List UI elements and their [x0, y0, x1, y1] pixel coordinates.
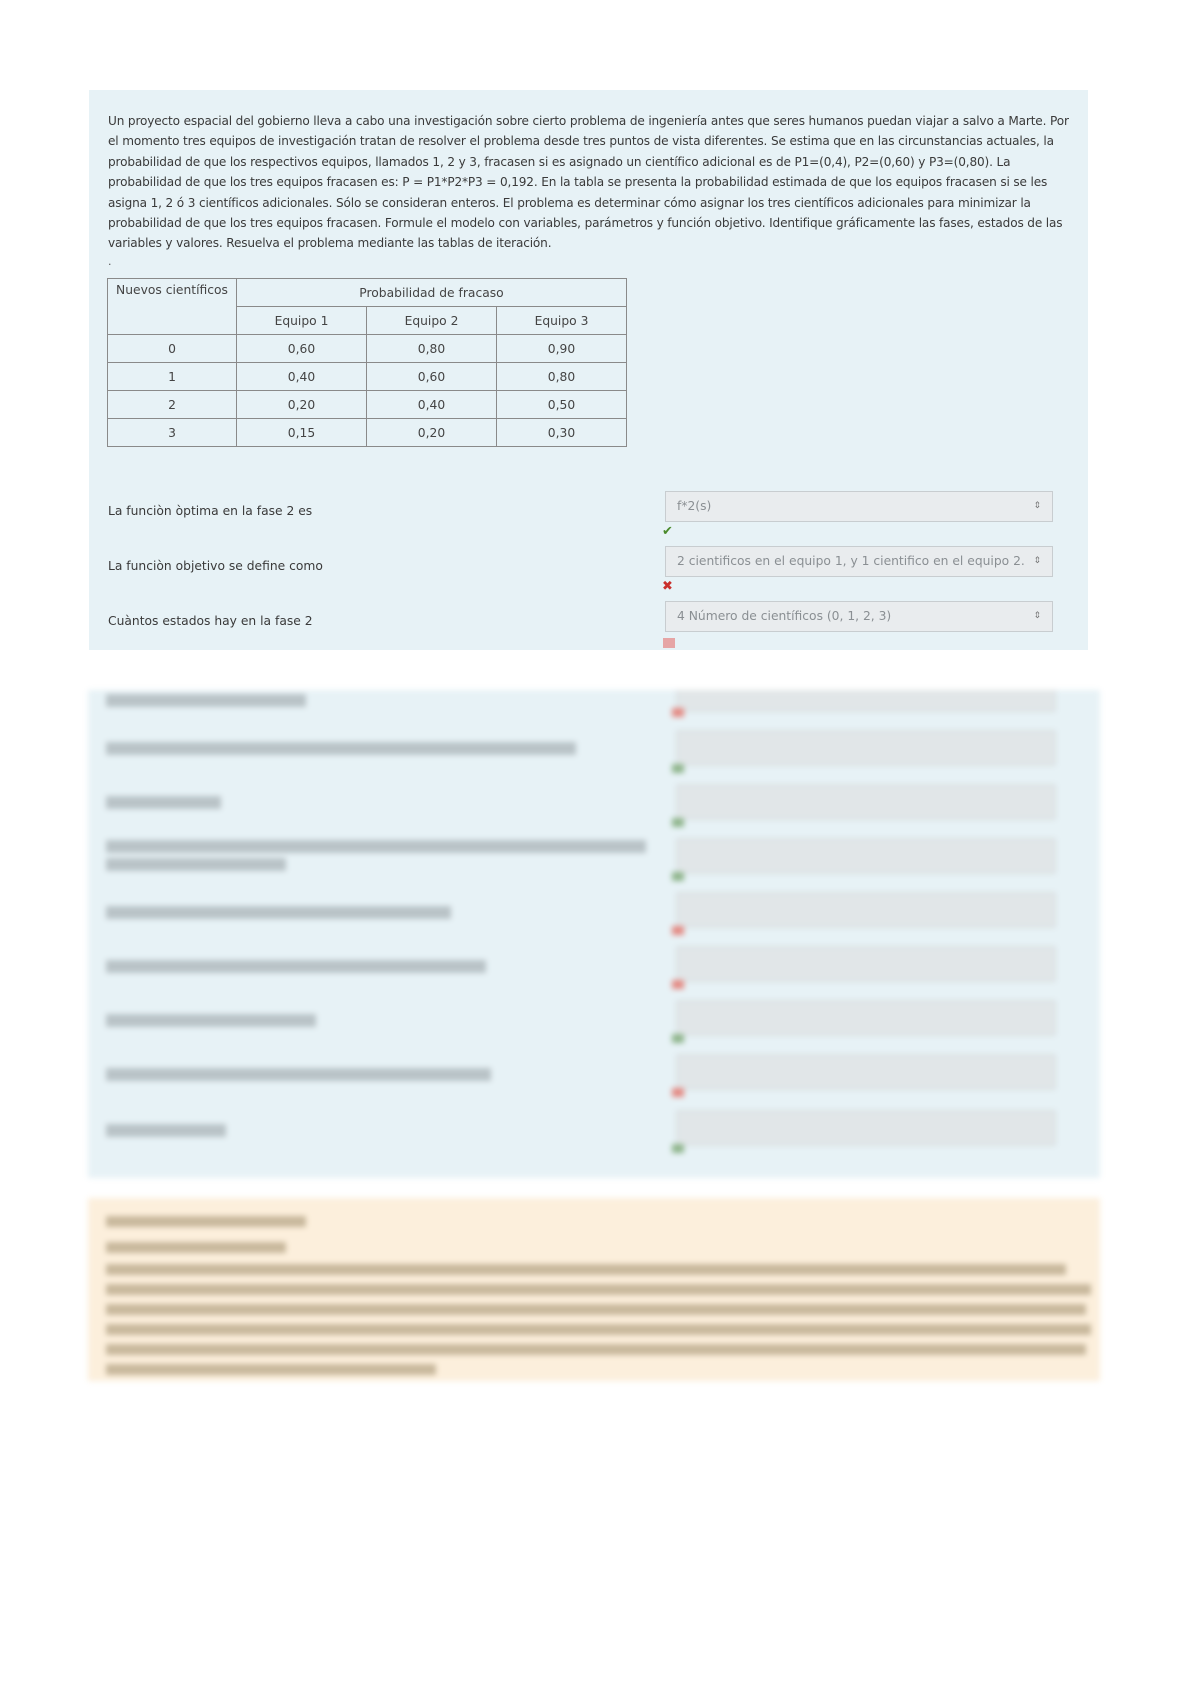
blurred-select — [676, 946, 1056, 982]
cell-value: 0,60 — [367, 363, 497, 391]
states-phase-2-select[interactable] — [665, 601, 1053, 632]
blurred-feedback-line — [106, 1304, 1086, 1315]
incorrect-marker-icon — [672, 1088, 684, 1097]
select-value: 4 Número de científicos (0, 1, 2, 3) — [677, 609, 892, 623]
table-row — [108, 391, 627, 419]
select-value: 2 cientificos en el equipo 1, y 1 cientifico en el equipo 2. — [677, 554, 1025, 568]
cell-value: 0,80 — [367, 335, 497, 363]
header-new-scientists: Nuevos científicos — [108, 279, 237, 335]
blurred-select — [676, 784, 1056, 820]
cell-value: 0,50 — [497, 391, 627, 419]
item-label-objective-function: La funciòn objetivo se define como — [108, 559, 323, 573]
blurred-label — [106, 960, 486, 973]
objective-function-select[interactable] — [665, 546, 1053, 577]
blurred-label — [106, 694, 306, 707]
blurred-feedback-line — [106, 1324, 1091, 1335]
blurred-feedback-line — [106, 1242, 286, 1253]
blurred-select — [676, 1110, 1056, 1146]
cell-n: 1 — [108, 363, 237, 391]
probability-table — [107, 278, 627, 447]
correct-marker-icon — [672, 764, 684, 773]
optimal-function-select[interactable] — [665, 491, 1053, 522]
item-label-optimal-function: La funciòn òptima en la fase 2 es — [108, 504, 313, 518]
blurred-select — [676, 690, 1056, 712]
table-header-row — [108, 279, 627, 307]
select-value: f*2(s) — [677, 499, 712, 513]
blurred-label — [106, 796, 221, 809]
incorrect-marker-icon — [672, 708, 684, 717]
blurred-feedback-line — [106, 1364, 436, 1375]
table-row — [108, 363, 627, 391]
incorrect-marker-icon — [672, 980, 684, 989]
incorrect-cross-icon — [663, 638, 675, 648]
incorrect-cross-icon: ✖ — [662, 579, 673, 594]
header-team-1: Equipo 1 — [237, 307, 367, 335]
cell-value: 0,30 — [497, 419, 627, 447]
blurred-select — [676, 1054, 1056, 1090]
cell-value: 0,40 — [367, 391, 497, 419]
cell-value: 0,80 — [497, 363, 627, 391]
cell-value: 0,15 — [237, 419, 367, 447]
incorrect-marker-icon — [672, 926, 684, 935]
header-failure-probability: Probabilidad de fracaso — [237, 279, 627, 307]
question-text: Un proyecto espacial del gobierno lleva a cabo una investigación sobre cierto problema de ingeniería antes que seres humanos puedan viajar a salvo a Marte. Por el momento tres equipos de investigación tratan de resolver el problema desde tres puntos de vista diferentes. Se estima que en las circunstancias actuales, la probabilidad de que los respectivos equipos, llamados 1, 2 y 3, fracasen si es asignado un científico adicional es de P1=(0,4), P2=(0,60) y P3=(0,80). La probabilidad de que los tres equipos fracasen es: P = P1*P2*P3 = 0,192. En la tabla se presenta la probabilidad estimada de que los equipos fracasen si se les asigna 1, 2 ó 3 científicos adicionales. Sólo se consideran enteros. El problema es determinar cómo asignar los tres científicos adicionales para minimizar la probabilidad de que los tres equipos fracasen. Formule el modelo con variables, parámetros y función objetivo. Identifique gráficamente las fases, estados de las variables y valores. Resuelva el problema mediante las tablas de iteración. — [108, 114, 1069, 251]
blurred-feedback-panel — [88, 1198, 1100, 1381]
blurred-feedback-line — [106, 1264, 1066, 1275]
cell-value: 0,20 — [367, 419, 497, 447]
header-team-2: Equipo 2 — [367, 307, 497, 335]
table-row — [108, 419, 627, 447]
table-row — [108, 335, 627, 363]
correct-check-icon: ✔ — [662, 524, 673, 539]
blurred-questions-panel — [88, 690, 1100, 1178]
blurred-label — [106, 1124, 226, 1137]
cell-value: 0,90 — [497, 335, 627, 363]
select-arrow-icon: ⇕ — [1033, 556, 1041, 566]
header-team-3: Equipo 3 — [497, 307, 627, 335]
blurred-feedback-line — [106, 1344, 1086, 1355]
select-arrow-icon: ⇕ — [1033, 501, 1041, 511]
blurred-select — [676, 1000, 1056, 1036]
blurred-label — [106, 840, 646, 853]
separator-dot: . — [108, 255, 112, 268]
blurred-label — [106, 906, 451, 919]
blurred-label — [106, 742, 576, 755]
item-label-states-phase-2: Cuàntos estados hay en la fase 2 — [108, 614, 313, 628]
cell-n: 2 — [108, 391, 237, 419]
cell-value: 0,60 — [237, 335, 367, 363]
blurred-select — [676, 730, 1056, 766]
blurred-feedback-line — [106, 1216, 306, 1227]
blurred-label — [106, 1068, 491, 1081]
cell-value: 0,20 — [237, 391, 367, 419]
blurred-select — [676, 892, 1056, 928]
blurred-feedback-line — [106, 1284, 1091, 1295]
blurred-label — [106, 1014, 316, 1027]
blurred-label — [106, 858, 286, 871]
cell-n: 0 — [108, 335, 237, 363]
cell-value: 0,40 — [237, 363, 367, 391]
correct-marker-icon — [672, 1144, 684, 1153]
correct-marker-icon — [672, 818, 684, 827]
cell-n: 3 — [108, 419, 237, 447]
question-panel — [89, 90, 1088, 650]
correct-marker-icon — [672, 1034, 684, 1043]
blurred-select — [676, 838, 1056, 874]
select-arrow-icon: ⇕ — [1033, 611, 1041, 621]
correct-marker-icon — [672, 872, 684, 881]
